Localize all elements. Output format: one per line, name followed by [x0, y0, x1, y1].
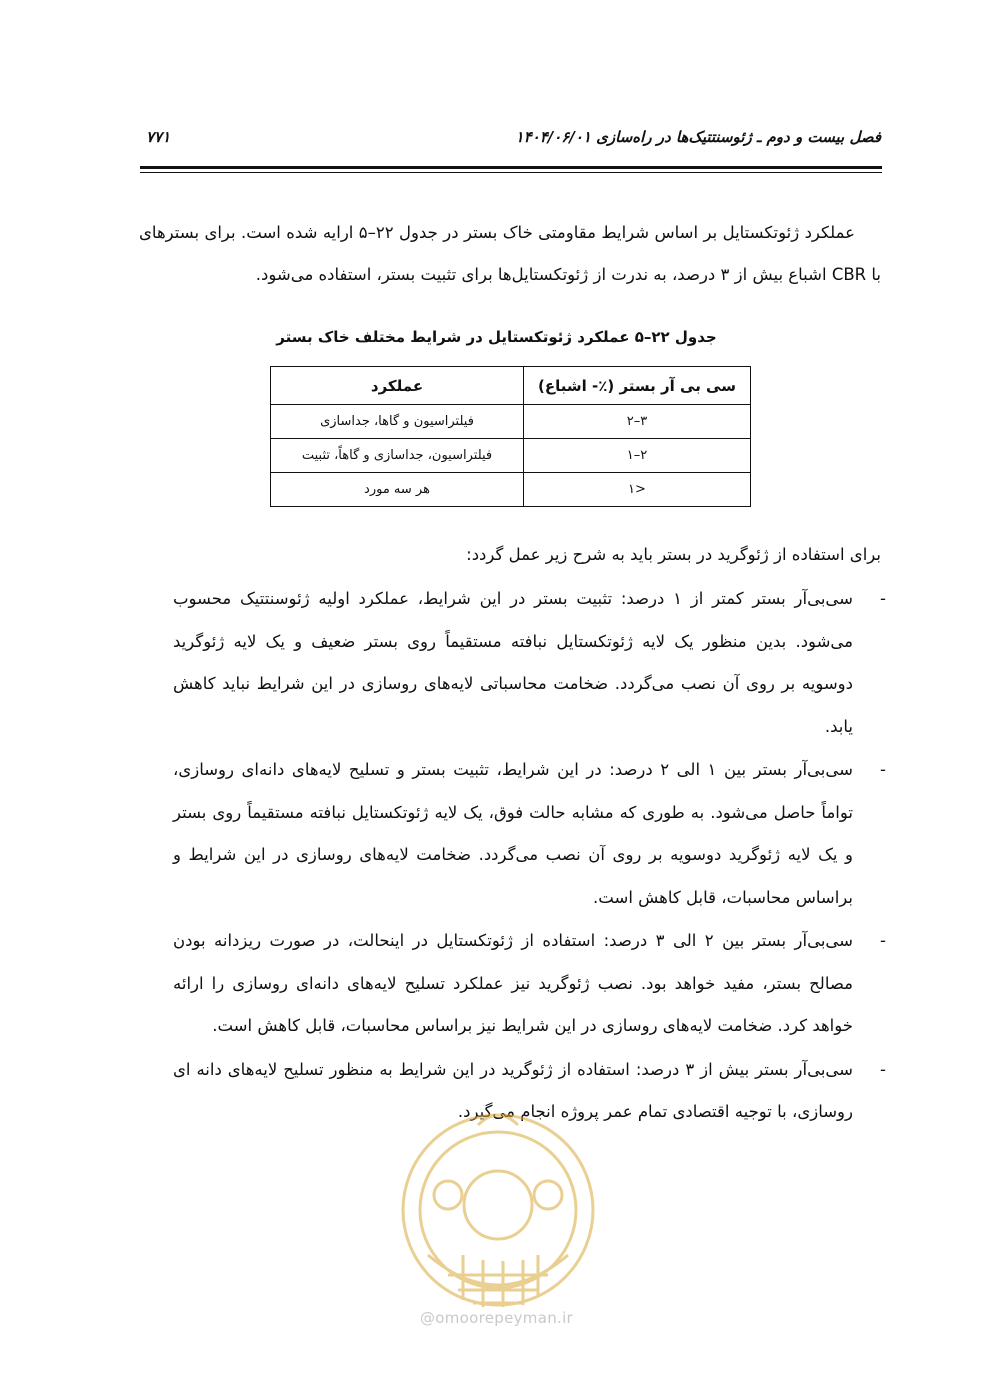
list-item-text: سی‌بی‌آر بستر بین ۱ الی ۲ درصد: در این شرایط، تثبیت بستر و تسلیح لایه‌های دانه‌ای روسازی، تواماً حاصل می‌شود. به طوری که مشابه حالت فوق، یک لایه ژئوتکستایل نبافته مستقیماً روی بستر و یک لایه ژئوگرید دوسویه بر روی آن نصب می‌گردد. ضخامت لایه‌های روسازی در این شرایط و براساس محاسبات، قابل کاهش است. — [173, 760, 853, 907]
table-row — [271, 439, 751, 473]
table-header-row — [271, 367, 751, 405]
cell-function: فیلتراسیون و گاها، جداسازی — [271, 405, 524, 439]
table-row — [271, 473, 751, 507]
cell-cbr: <۱ — [524, 473, 751, 507]
list-item — [173, 920, 886, 1048]
list-item — [173, 578, 886, 748]
header-cbr: سی بی آر بستر (٪- اشباع) — [524, 367, 751, 405]
watermark-handle: @omoorepeyman.ir — [419, 1309, 574, 1327]
paragraph-text: عملکرد ژئوتکستایل بر اساس شرایط مقاومتی خاک بستر در جدول ۲۲–۵ ارایه شده است. برای بسترهای با CBR اشباع بیش از ۳ درصد، به ندرت از ژئوتکستایل‌ها برای تثبیت بستر، استفاده می‌شود. — [139, 223, 881, 284]
header-rule-thin — [140, 172, 882, 173]
cell-function: فیلتراسیون، جداسازی و گاهاً، تثبیت — [271, 439, 524, 473]
bullet-marker: - — [880, 931, 886, 950]
cell-function: هر سه مورد — [271, 473, 524, 507]
header-rule-thick — [140, 166, 882, 169]
watermark-logo-icon — [388, 1085, 608, 1335]
cell-cbr: ۳–۲ — [524, 405, 751, 439]
chapter-title: فصل بیست و دوم ـ ژئوسنتتیک‌ها در راه‌سازی ۱۴۰۴/۰۶/۰۱ — [515, 128, 881, 146]
geotextile-function-table — [270, 366, 751, 507]
bullet-marker: - — [880, 760, 886, 779]
bullet-marker: - — [880, 589, 886, 608]
intro-paragraph — [139, 212, 881, 296]
table-caption: جدول ۲۲–۵ عملکرد ژئوتکستایل در شرایط مختلف خاک بستر — [276, 328, 717, 346]
cell-cbr: ۲–۱ — [524, 439, 751, 473]
list-item-text: سی‌بی‌آر بستر بین ۲ الی ۳ درصد: استفاده از ژئوتکستایل در اینحالت، در صورت ریزدانه بودن مصالح بستر، مفید خواهد بود. نصب ژئوگرید نیز عملکرد تسلیح لایه‌های دانه‌ای روسازی را ارائه خواهد کرد. ضخامت لایه‌های روسازی در این شرایط نیز براساس محاسبات، قابل کاهش است. — [173, 931, 853, 1035]
header-function: عملکرد — [271, 367, 524, 405]
table-row — [271, 405, 751, 439]
list-item — [173, 749, 886, 919]
page-number: ۷۷۱ — [146, 128, 171, 146]
bullet-list — [173, 578, 886, 1135]
bullet-marker: - — [880, 1059, 886, 1079]
list-item-text: سی‌بی‌آر بستر کمتر از ۱ درصد: تثبیت بستر در این شرایط، عملکرد اولیه ژئوسنتتیک محسوب می‌شود. بدین منظور یک لایه ژئوتکستایل نبافته مستقیماً روی بستر ضعیف و یک لایه ژئوگرید دوسویه بر روی آن نصب می‌گردد. ضخامت محاسباتی لایه‌های روسازی در این شرایط نباید کاهش یابد. — [173, 589, 853, 736]
list-item-text: سی‌بی‌آر بستر بیش از ۳ درصد: استفاده از ژئوگرید در این شرایط به منظور تسلیح لایه‌های دانه ای روسازی، با توجیه اقتصادی تمام عمر پروژه انجام می‌گیرد. — [173, 1059, 853, 1121]
geogrid-intro: برای استفاده از ژئوگرید در بستر باید به شرح زیر عمل گردد: — [466, 545, 881, 564]
